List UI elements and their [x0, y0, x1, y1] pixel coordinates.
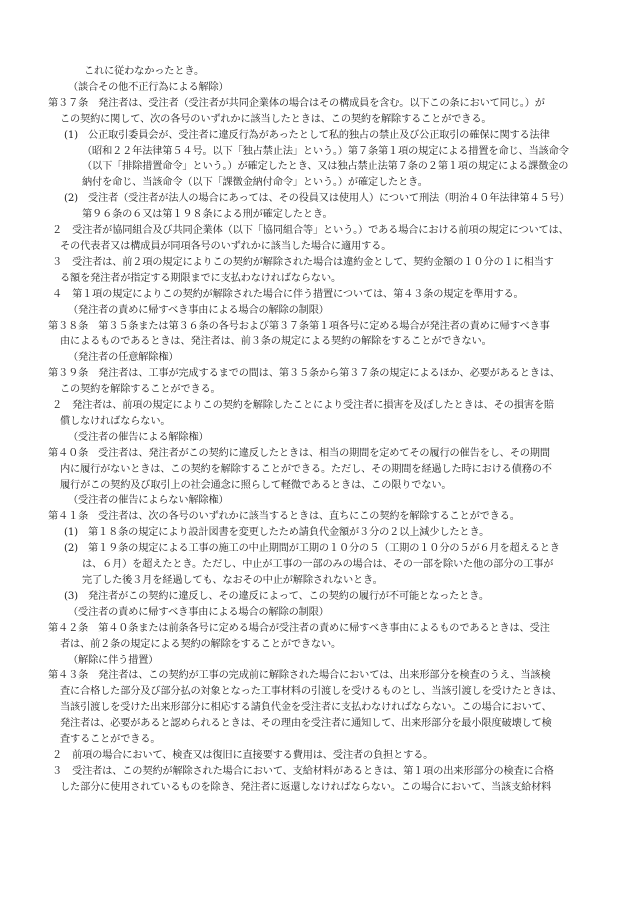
- section-heading: （談合その他不正行為による解除）: [68, 81, 229, 93]
- section-heading: （発注者の任意解除権）: [68, 352, 179, 364]
- text-line: 査することができる。: [60, 734, 161, 746]
- text-line: 第９６条の６又は第１９８条による刑が確定したとき。: [82, 209, 333, 221]
- text-line: この契約に関して、次の各号のいずれかに該当したときは、この契約を解除することができる。: [60, 113, 492, 125]
- text-line: は、６月）を超えたとき。ただし、中止が工事の一部のみの場合は、その一部を除いた他の部分の工事が: [82, 559, 554, 571]
- section-heading: （発注者の責めに帰すべき事由による場合の解除の制限）: [68, 304, 329, 316]
- text-line: ２ 受注者が協同組合及び共同企業体（以下「協同組合等」という。）である場合における前項の規定については、: [52, 225, 569, 237]
- text-line: (3) 発注者がこの契約に違反し、その違反によって、この契約の履行が不可能となったとき。: [64, 590, 489, 602]
- text-line: ２ 前項の場合において、検査又は復旧に直接要する費用は、受注者の負担とする。: [52, 749, 434, 761]
- text-line: 第３８条 第３５条または第３６条の各号および第３７条第１項各号に定める場合が発注者の責めに帰すべき事: [48, 320, 550, 332]
- text-line: （以下「排除措置命令」という。）が確定したとき、又は独占禁止法第７条の２第１項の規定による課徴金の: [82, 161, 569, 173]
- section-heading: （受注者の催告による解除権）: [68, 431, 209, 443]
- text-line: ４ 第１項の規定によりこの契約が解除された場合に伴う措置については、第４３条の規定を準用する。: [52, 288, 524, 300]
- text-line: 内に履行がないときは、この契約を解除することができる。ただし、その期間を経過した時における債務の不: [60, 463, 552, 475]
- text-line: 査に合格した部分及び部分払の対象となった工事材料の引渡しを受けるものとし、当該引渡しを受けたときは、: [60, 686, 562, 698]
- section-heading: （受注者の責めに帰すべき事由による場合の解除の制限）: [68, 606, 329, 618]
- section-heading: （受注者の催告によらない解除権）: [68, 495, 229, 507]
- text-line: (2) 第１９条の規定による工事の施工の中止期間が工期の１０分の５（工期の１０分の５が６月を超えるとき: [64, 543, 560, 555]
- text-line: 発注者は、必要があると認められるときは、その理由を受注者に通知して、出来形部分を最小限度破壊して検: [60, 718, 552, 730]
- text-line: ２ 発注者は、前項の規定によりこの契約を解除したことにより受注者に損害を及ぼしたときは、その損害を賠: [52, 400, 554, 412]
- text-line: 第３７条 発注者は、受注者（受注者が共同企業体の場合はその構成員を含む。以下この条において同じ。）が: [48, 97, 545, 109]
- text-line: (2) 受注者（受注者が法人の場合にあっては、その役員又は使用人）について刑法（明治４０年法律第４５号）: [64, 193, 570, 205]
- text-line: これに従わなかったとき。: [84, 66, 205, 77]
- text-line: した部分に使用されているものを除き、発注者に返還しなければならない。この場合において、当該支給材料: [60, 781, 552, 793]
- text-line: その代表者又は構成員が同項各号のいずれかに該当した場合に適用する。: [60, 240, 392, 252]
- text-line: 第４１条 受注者は、次の各号のいずれかに該当するときは、直ちにこの契約を解除することができる。: [48, 511, 520, 523]
- text-line: 履行がこの契約及び取引上の社会通念に照らして軽微であるときは、この限りでない。: [60, 479, 452, 491]
- text-line: ３ 受注者は、この契約が解除された場合において、支給材料があるときは、第１項の出来形部分の検査に合格: [52, 765, 554, 777]
- text-line: る額を発注者が指定する期限までに支払わなければならない。: [60, 272, 342, 284]
- text-line: (1) 第１８条の規定により設計図書を変更したため請負代金額が３分の２以上減少したとき。: [64, 527, 490, 539]
- text-line: 第４０条 受注者は、発注者がこの契約に違反したときは、相当の期間を定めてその履行の催告をし、その期間: [48, 447, 550, 459]
- text-line: 第４２条 第４０条または前条各号に定める場合が受注者の責めに帰すべき事由によるものであるときは、受注: [48, 622, 550, 634]
- text-line: ３ 受注者は、前２項の規定によりこの契約が解除された場合は違約金として、契約金額の１０分の１に相当す: [52, 256, 554, 268]
- text-line: （昭和２２年法律第５４号。以下「独占禁止法」という。）第７条第１項の規定による措置を命じ、当該命令: [82, 145, 569, 157]
- text-line: 当該引渡しを受けた出来形部分に相応する請負代金を受注者に支払わなければならない。この場合において、: [60, 702, 552, 714]
- text-line: 由によるものであるときは、発注者は、前３条の規定による契約の解除をすることができない。: [60, 336, 492, 348]
- section-heading: （解除に伴う措置）: [68, 654, 159, 666]
- text-line: 納付を命じ、当該命令（以下「課徴金納付命令」という。）が確定したとき。: [82, 177, 428, 189]
- text-line: 者は、前２条の規定による契約の解除をすることができない。: [60, 638, 342, 650]
- text-line: 完了した後３月を経過しても、なおその中止が解除されないとき。: [82, 575, 383, 586]
- text-line: 第４３条 発注者は、この契約が工事の完成前に解除された場合においては、出来形部分を検査のうえ、当該検: [48, 670, 551, 682]
- text-line: 償しなければならない。: [60, 415, 171, 427]
- text-line: 第３９条 発注者は、工事が完成するまでの間は、第３５条から第３７条の規定によるほか、必要があるときは、: [48, 368, 560, 380]
- text-line: (1) 公正取引委員会が、受注者に違反行為があったとして私的独占の禁止及び公正取引の確保に関する法律: [64, 129, 550, 141]
- text-line: この契約を解除することができる。: [60, 384, 221, 396]
